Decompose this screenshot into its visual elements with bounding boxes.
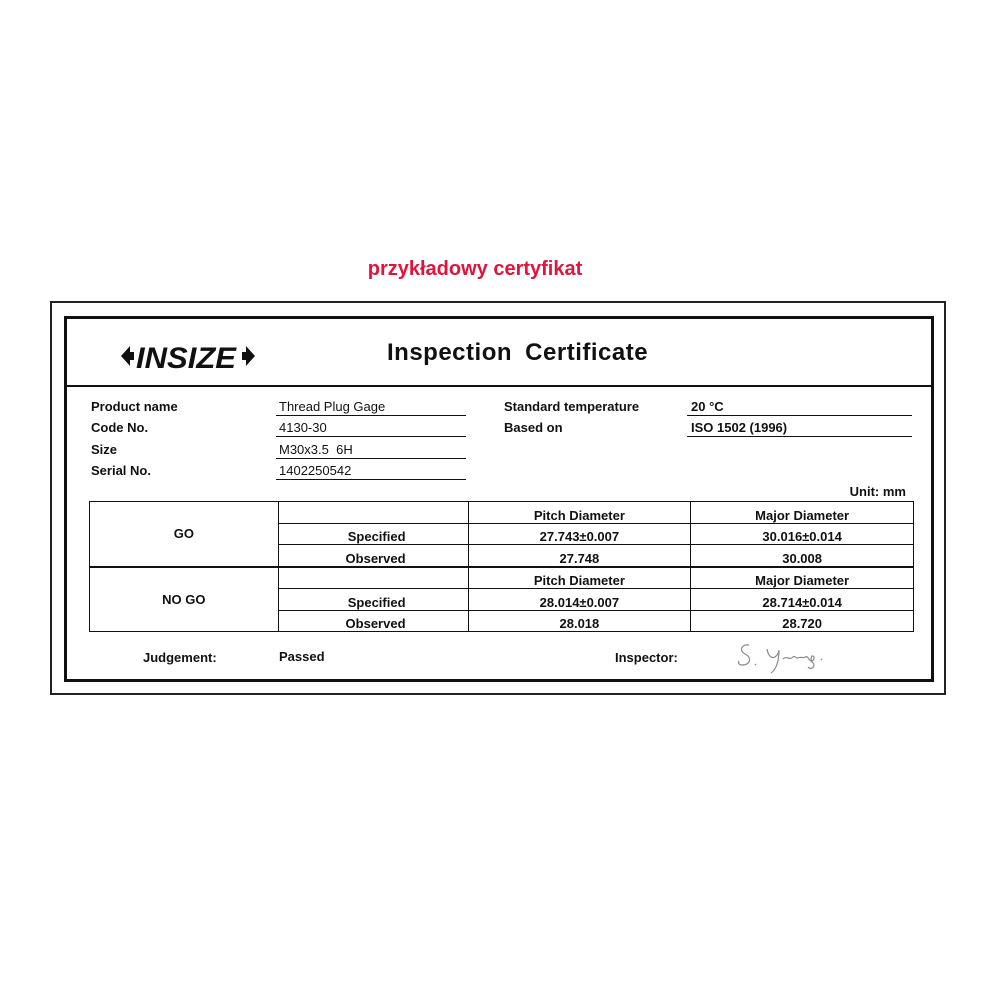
svg-text:INSIZE: INSIZE xyxy=(136,342,238,373)
measurement-table xyxy=(89,501,914,632)
judgement-label: Judgement: xyxy=(143,650,217,665)
inspector-signature xyxy=(735,637,831,682)
based-on-value: ISO 1502 (1996) xyxy=(691,420,788,435)
major-diameter-header: Major Diameter xyxy=(691,567,914,589)
go-specified-pitch: 27.743±0.007 xyxy=(468,523,691,545)
nogo-observed-pitch: 28.018 xyxy=(468,610,691,632)
observed-label: Observed xyxy=(278,610,468,632)
table-row xyxy=(90,567,914,589)
insize-logo-mark xyxy=(121,339,255,373)
nogo-specified-major: 28.714±0.014 xyxy=(691,589,914,611)
product-name-value: Thread Plug Gage xyxy=(279,399,386,414)
table-row xyxy=(90,502,914,524)
inspector-label: Inspector: xyxy=(615,650,678,665)
go-specified-major: 30.016±0.014 xyxy=(691,523,914,545)
specified-label: Specified xyxy=(278,589,468,611)
pitch-diameter-header: Pitch Diameter xyxy=(468,567,691,589)
nogo-label: NO GO xyxy=(90,567,279,632)
major-diameter-header: Major Diameter xyxy=(691,502,914,524)
observed-label: Observed xyxy=(278,545,468,567)
header-divider xyxy=(67,385,931,387)
go-observed-major: 30.008 xyxy=(691,545,914,567)
certificate-card xyxy=(64,316,934,682)
code-no-underline xyxy=(276,436,466,437)
nogo-observed-major: 28.720 xyxy=(691,610,914,632)
product-name-underline xyxy=(276,415,466,416)
empty-cell xyxy=(278,502,468,524)
specified-label: Specified xyxy=(278,523,468,545)
unit-note: Unit: mm xyxy=(849,484,906,499)
size-value: M30x3.5 6H xyxy=(279,442,353,457)
product-name-label: Product name xyxy=(91,399,178,414)
go-observed-pitch: 27.748 xyxy=(468,545,691,567)
nogo-specified-pitch: 28.014±0.007 xyxy=(468,589,691,611)
size-label: Size xyxy=(91,442,118,457)
size-underline xyxy=(276,458,466,459)
certificate-title: Inspection Certificate xyxy=(387,339,649,366)
standard-temperature-value: 20 °C xyxy=(691,399,724,414)
go-label: GO xyxy=(90,502,279,567)
serial-no-value: 1402250542 xyxy=(279,463,352,478)
standard-temperature-label: Standard temperature xyxy=(504,399,640,414)
based-on-label: Based on xyxy=(504,420,563,435)
serial-no-label: Serial No. xyxy=(91,463,151,478)
insize-logo xyxy=(121,339,255,373)
pitch-diameter-header: Pitch Diameter xyxy=(468,502,691,524)
sample-certificate-note: przykładowy certyfikat xyxy=(367,258,583,280)
empty-cell xyxy=(278,567,468,589)
code-no-label: Code No. xyxy=(91,420,149,435)
standard-temperature-underline xyxy=(687,415,912,416)
code-no-value: 4130-30 xyxy=(279,420,327,435)
judgement-value: Passed xyxy=(279,649,325,664)
based-on-underline xyxy=(687,436,912,437)
serial-no-underline xyxy=(276,479,466,480)
